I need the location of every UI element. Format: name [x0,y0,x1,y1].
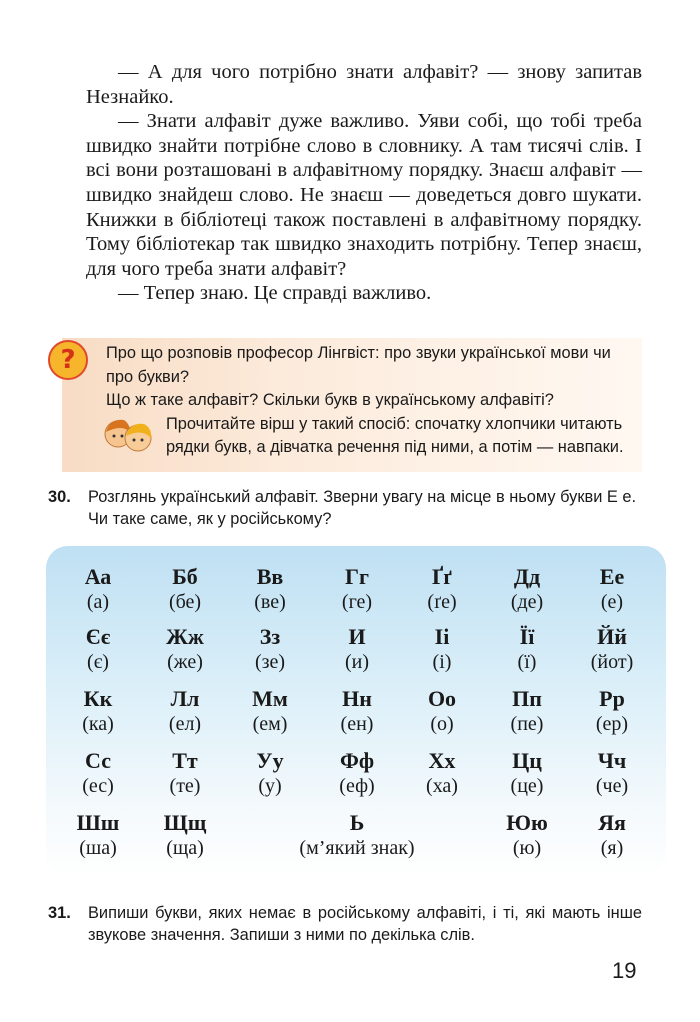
alphabet-letter: Ь [349,810,365,835]
alphabet-cell [142,564,228,614]
alphabet-letter-name: (пе) [510,713,544,735]
alphabet-letter-name: (це) [510,775,544,797]
dialog-line-2: — Знати алфавіт дуже важливо. Уяви собі, що тобі треба швидко знайти потрібне слово в словнику. А там тисячі слів. І всі вони розташовані в алфавітному порядку. Знаєш алфавіт — швидко знайдеш слово. Не знаєш — доведеться довго шукати. Книжки в бібліотеці також поставлені в алфавітному порядку. Тому бібліотекар так швидко знаходить потрібну. Тепер знаєш, для чого треба знати алфавіт? [86,110,642,280]
alphabet-letter-name: (ве) [254,591,286,613]
alphabet-letter: Ее [599,564,625,589]
alphabet-cell [55,564,141,614]
reading-task: Прочитайте вірш у такий спосіб: спочатку хлопчики читають рядки букв, а дівчатка речення під ними, а потім — навпаки. [166,414,624,457]
alphabet-letter: Уу [256,748,284,773]
alphabet-cell [569,686,655,736]
exercise-31-text: Випиши букви, яких немає в російському алфавіті, і ті, які мають інше звукове значення. Запиши з ними по декілька слів. [88,904,642,944]
alphabet-cell [267,810,447,860]
alphabet-cell [484,564,570,614]
question-mark-icon: ? [48,340,88,380]
alphabet-letter-name: (ю) [512,837,542,859]
alphabet-letter-name: (е) [600,591,624,613]
alphabet-cell [484,624,570,674]
alphabet-letter-name: (ха) [426,775,458,797]
exercise-31-number: 31. [48,904,71,922]
alphabet-letter: Вв [256,564,284,589]
alphabet-cell [227,624,313,674]
alphabet-letter-name: (ел) [168,713,202,735]
alphabet-cell [227,686,313,736]
alphabet-letter-name: (ша) [79,837,117,859]
alphabet-letter: Яя [598,810,626,835]
alphabet-letter: Пп [512,686,542,711]
alphabet-letter-name: (бе) [168,591,202,613]
question-1: Про що розповів професор Лінгвіст: про звуки української мови чи про букви? [106,344,611,386]
alphabet-letter: Оо [427,686,457,711]
alphabet-letter-name: (ес) [82,775,114,797]
alphabet-cell [399,748,485,798]
dialog-line-1: — А для чого потрібно знати алфавіт? — знову запитав Незнайко. [86,61,642,108]
alphabet-letter-name: (йот) [590,651,634,673]
alphabet-letter: Мм [252,686,288,711]
alphabet-letter: Аа [84,564,112,589]
alphabet-letter: Дд [513,564,541,589]
alphabet-cell [142,686,228,736]
alphabet-letter-name: (зе) [254,651,286,673]
alphabet-letter-name: (ща) [166,837,204,859]
alphabet-letter: Чч [597,748,627,773]
alphabet-letter-name: (ен) [340,713,374,735]
alphabet-letter-name: (м’який знак) [299,837,415,859]
alphabet-letter-name: (и) [344,651,370,673]
exercise-31 [48,902,648,948]
alphabet-letter-name: (о) [430,713,454,735]
alphabet-letter: Зз [259,624,281,649]
alphabet-letter: И [348,624,366,649]
alphabet-cell [142,624,228,674]
exercise-30 [48,486,648,532]
dialog-text [86,60,642,306]
alphabet-letter-name: (ка) [82,713,114,735]
questions-text [106,342,636,460]
alphabet-letter-name: (де) [510,591,544,613]
alphabet-cell [314,686,400,736]
alphabet-letter: Юю [506,810,548,835]
alphabet-letter: Нн [342,686,372,711]
alphabet-letter: Рр [599,686,625,711]
alphabet-cell [484,810,570,860]
alphabet-letter: Кк [83,686,113,711]
alphabet-letter: Єє [85,624,111,649]
page-number: 19 [612,958,637,983]
exercise-30-number: 30. [48,488,71,506]
alphabet-cell [399,564,485,614]
alphabet-cell [399,686,485,736]
alphabet-cell [569,748,655,798]
alphabet-letter: Гг [345,564,369,589]
alphabet-letter-name: (ер) [595,713,629,735]
alphabet-cell [569,624,655,674]
alphabet-letter: Іі [434,624,450,649]
exercise-30-text: Розглянь український алфавіт. Зверни увагу на місце в ньому букви Е е. Чи таке саме, як у російському? [88,488,637,528]
alphabet-letter: Бб [172,564,198,589]
alphabet-letter: Фф [339,748,375,773]
alphabet-letter-name: (ґе) [427,591,457,613]
alphabet-letter-name: (еф) [339,775,375,797]
alphabet-letter-name: (ї) [517,651,537,673]
alphabet-letter: Її [519,624,535,649]
alphabet-letter: Жж [166,624,204,649]
alphabet-cell [55,624,141,674]
alphabet-cell [55,686,141,736]
alphabet-letter: Тт [172,748,198,773]
alphabet-letter-name: (ге) [341,591,373,613]
alphabet-letter: Шш [76,810,120,835]
alphabet-letter: Лл [170,686,200,711]
alphabet-cell [227,564,313,614]
alphabet-cell [569,564,655,614]
alphabet-letter-name: (че) [595,775,629,797]
alphabet-cell [399,624,485,674]
alphabet-letter: Хх [428,748,456,773]
alphabet-letter: Йй [597,624,627,649]
alphabet-cell [227,748,313,798]
alphabet-cell [142,810,228,860]
alphabet-cell [55,748,141,798]
dialog-line-3: — Тепер знаю. Це справді важливо. [118,282,432,305]
alphabet-letter-name: (а) [86,591,110,613]
alphabet-letter: Ґґ [431,564,452,589]
alphabet-letter: Щщ [163,810,207,835]
alphabet-cell [484,748,570,798]
alphabet-letter-name: (є) [87,651,109,673]
alphabet-letter-name: (я) [600,837,624,859]
alphabet-cell [569,810,655,860]
alphabet-letter-name: (те) [169,775,201,797]
alphabet-letter: Цц [512,748,542,773]
alphabet-cell [314,748,400,798]
alphabet-letter-name: (і) [432,651,452,673]
alphabet-letter: Сс [85,748,111,773]
alphabet-cell [142,748,228,798]
alphabet-letter-name: (же) [167,651,203,673]
question-2: Що ж таке алфавіт? Скільки букв в українському алфавіті? [106,391,554,410]
alphabet-cell [314,624,400,674]
alphabet-letter-name: (у) [258,775,282,797]
alphabet-cell [484,686,570,736]
alphabet-cell [55,810,141,860]
alphabet-cell [314,564,400,614]
alphabet-letter-name: (ем) [252,713,288,735]
